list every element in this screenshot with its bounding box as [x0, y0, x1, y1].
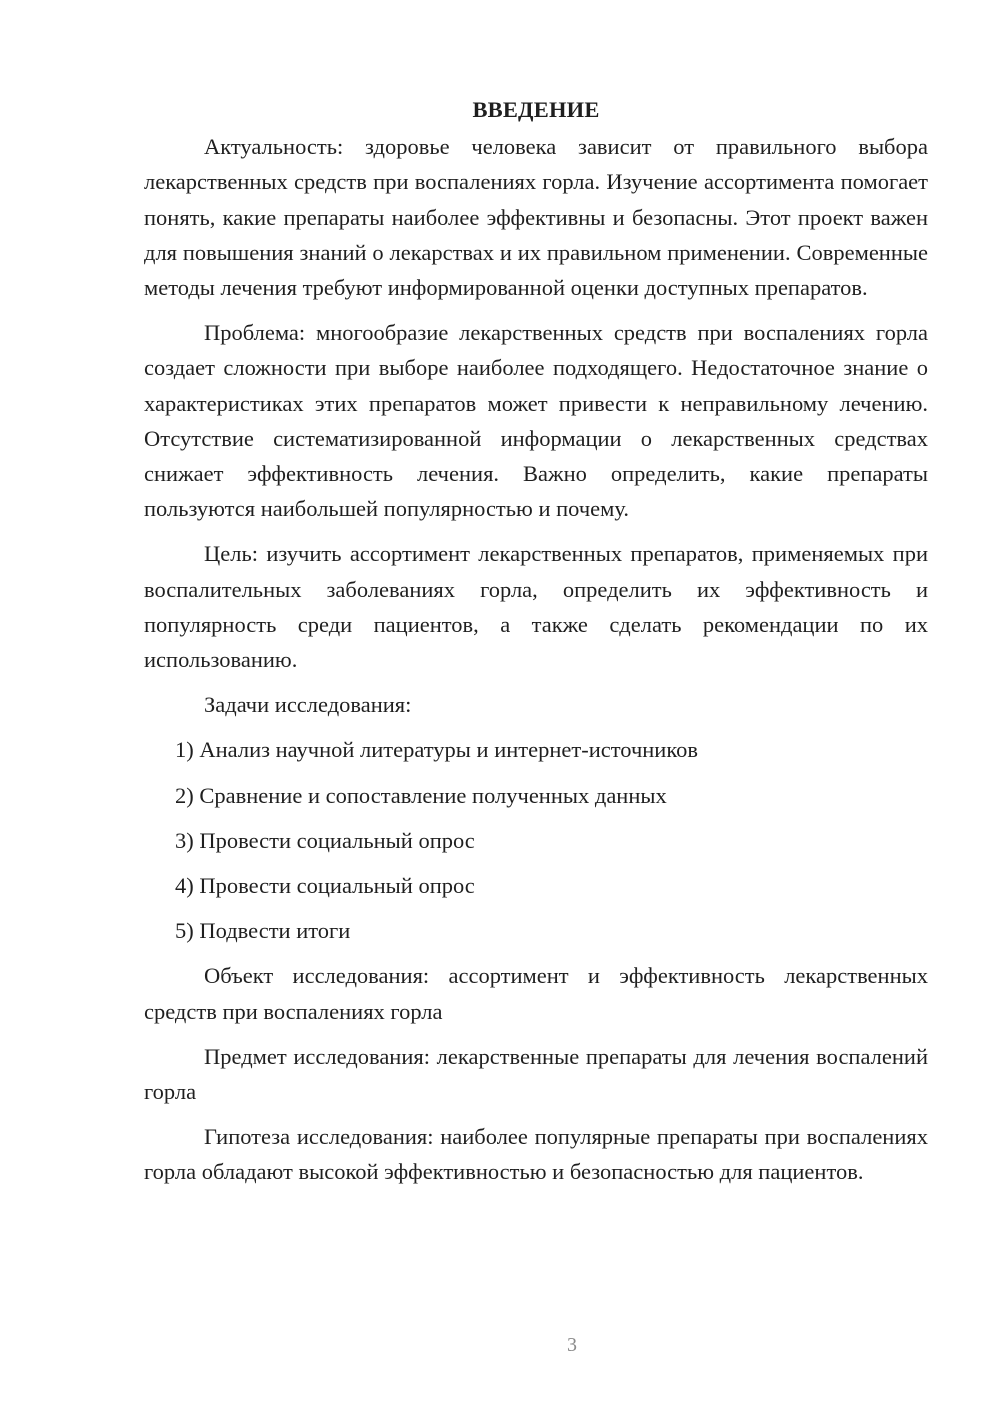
paragraph-relevance: Актуальность: здоровье человека зависит от правильного выбора лекарственных средств при воспалениях горла. Изучение ассортимента помогает понять, какие препараты наиболее эффективны и безопасны. Этот проект важен для повышения знаний о лекарствах и их правильном применении. Современные методы лечения требуют информированной оценки доступных препаратов. — [144, 134, 928, 301]
page-content — [144, 92, 928, 1200]
paragraph-hypothesis: Гипотеза исследования: наиболее популярные препараты при воспалениях горла обладают высокой эффективностью и безопасностью для пациентов. — [144, 1124, 928, 1185]
list-item: 1) Анализ научной литературы и интернет-источников — [175, 737, 699, 763]
tasks-list — [144, 732, 928, 948]
page-number: 3 — [567, 1334, 577, 1356]
paragraph-object: Объект исследования: ассортимент и эффективность лекарственных средств при воспалениях горла — [144, 963, 928, 1024]
list-item: 2) Сравнение и сопоставление полученных данных — [175, 782, 667, 808]
section-title: ВВЕДЕНИЕ — [472, 97, 600, 122]
list-item: 5) Подвести итоги — [175, 918, 351, 944]
list-item: 4) Провести социальный опрос — [175, 873, 475, 899]
paragraph-tasks-heading: Задачи исследования: — [204, 692, 412, 718]
list-item: 3) Провести социальный опрос — [175, 827, 475, 853]
paragraph-goal: Цель: изучить ассортимент лекарственных препаратов, применяемых при воспалительных заболеваниях горла, определить их эффективность и популярность среди пациентов, а также сделать рекомендации по их использованию. — [144, 541, 928, 673]
paragraph-subject: Предмет исследования: лекарственные препараты для лечения воспалений горла — [144, 1043, 928, 1105]
paragraph-problem: Проблема: многообразие лекарственных средств при воспалениях горла создает сложности при выборе наиболее подходящего. Недостаточное знание о характеристиках этих препаратов может привести к неправильному лечению. Отсутствие систематизированной информации о лекарственных средствах снижает эффективность лечения. Важно определить, какие препараты пользуются наибольшей популярностью и почему. — [144, 320, 928, 522]
